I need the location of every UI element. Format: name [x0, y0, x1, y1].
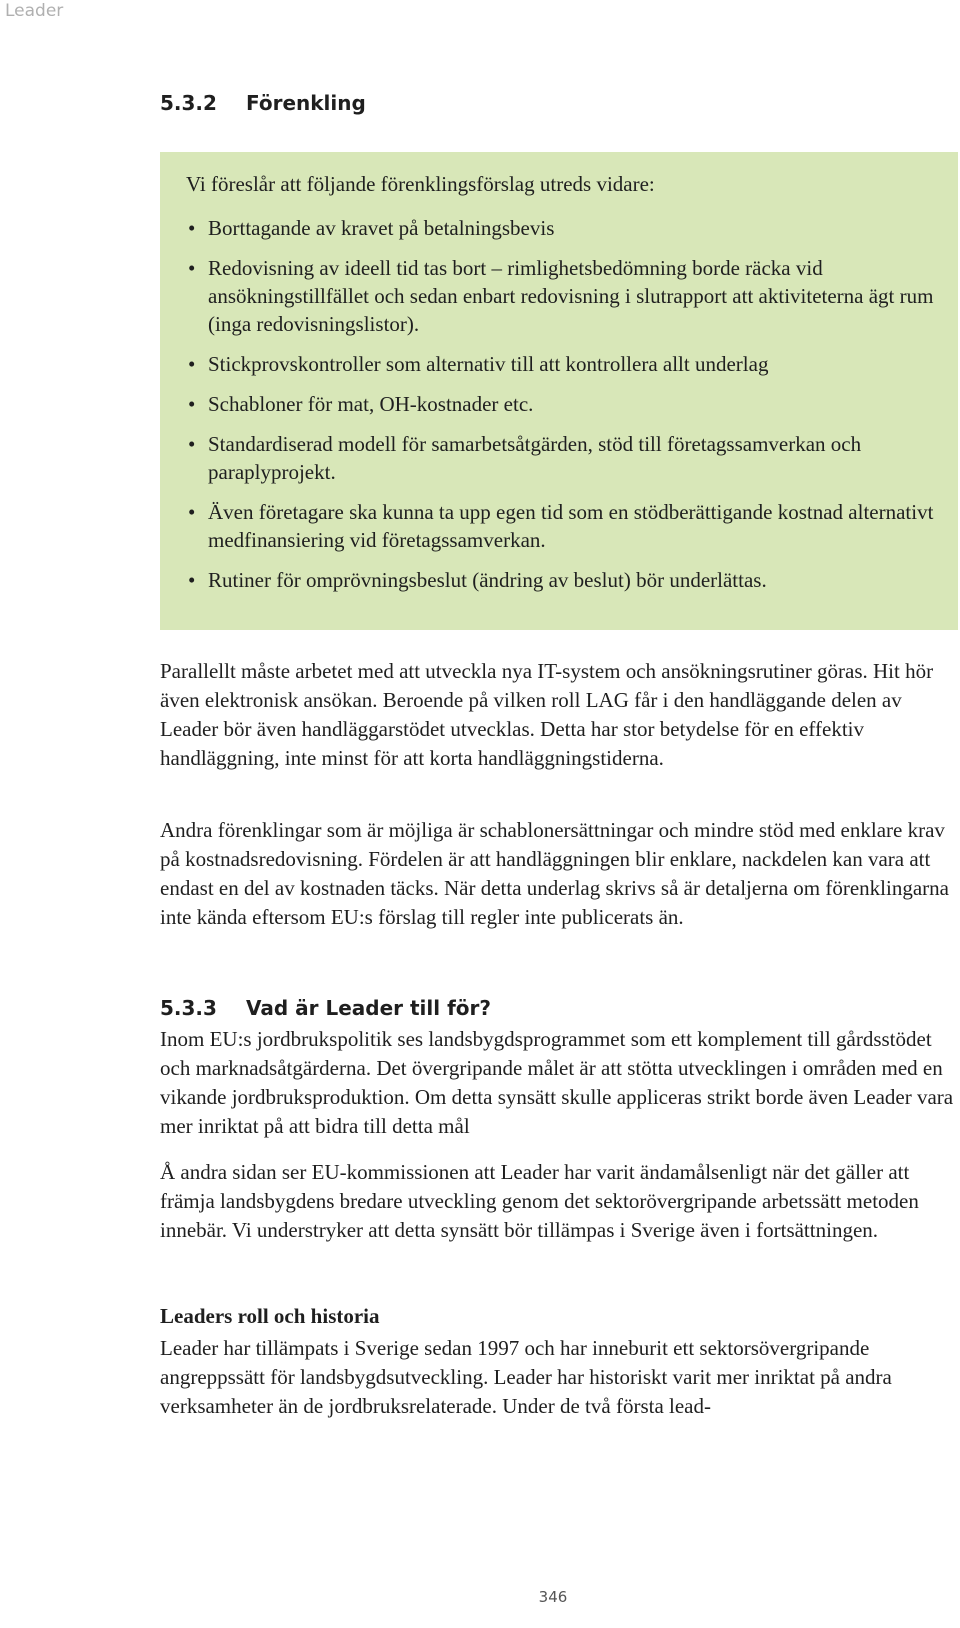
- proposal-list: [186, 214, 938, 594]
- list-item: • Stickprovskontroller som alternativ till att kontrollera allt underlag: [188, 352, 769, 376]
- section-number: 5.3.2: [160, 91, 217, 115]
- list-item: • Även företagare ska kunna ta upp egen tid som en stödberättigande kostnad alternativt medfinansiering vid företagssamverkan.: [188, 500, 934, 552]
- list-item: • Rutiner för omprövningsbeslut (ändring av beslut) bör underlättas.: [188, 568, 767, 592]
- section-number: 5.3.3: [160, 996, 217, 1020]
- bullet-icon: •: [188, 216, 196, 240]
- bullet-icon: •: [188, 392, 196, 416]
- page-number: 346: [538, 1588, 568, 1606]
- running-head: Leader: [5, 1, 64, 21]
- list-item: • Borttagande av kravet på betalningsbevis: [188, 216, 555, 240]
- paragraph-eu-agri-policy: Inom EU:s jordbrukspolitik ses landsbygdsprogrammet som ett komplement till gårdsstödet och marknadsåtgärderna. Det övergripande målet är att stötta utvecklingen i områden med en vikande jordbruksproduktion. Om detta synsätt skulle appliceras strikt borde även Leader vara mer inriktat på att bidra till detta mål: [160, 1027, 954, 1138]
- list-item: • Schabloner för mat, OH-kostnader etc.: [188, 392, 534, 416]
- section-title: Förenkling: [246, 91, 366, 115]
- bullet-icon: •: [188, 352, 196, 376]
- section-heading-5-3-3: [160, 995, 491, 1021]
- paragraph-eu-commission: Å andra sidan ser EU-kommissionen att Leader har varit ändamålsenligt när det gäller att främja landsbygdens bredare utveckling genom det sektorövergripande arbetssätt metoden innebär. Vi understryker att detta synsätt bör tillämpas i Sverige även i fortsättningen.: [160, 1160, 919, 1242]
- bullet-icon: •: [188, 432, 196, 456]
- list-item: • Standardiserad modell för samarbetsåtgärden, stöd till företagssamverkan och paraplyprojekt.: [188, 432, 862, 484]
- paragraph-it-systems: Parallellt måste arbetet med att utveckla nya IT-system och ansökningsrutiner göras. Hit hör även elektronisk ansökan. Beroende på vilken roll LAG får i den handläggande delen av Leader bör även handläggarstödet utvecklas. Detta har stor betydelse för en effektiv handläggning, inte minst för att korta handläggningstiderna.: [160, 659, 934, 770]
- bullet-icon: •: [188, 500, 196, 524]
- bullet-icon: •: [188, 568, 196, 592]
- list-item: • Redovisning av ideell tid tas bort – rimlighetsbedömning borde räcka vid ansökningstillfället och sedan enbart redovisning i slutrapport att aktiviteterna ägt rum (inga redovisningslistor).: [188, 256, 934, 336]
- bullet-icon: •: [188, 256, 196, 280]
- proposal-box: [160, 152, 958, 630]
- subheading-leaders-role: Leaders roll och historia: [160, 1304, 380, 1328]
- section-heading-5-3-2: [160, 90, 366, 116]
- paragraph-other-simplifications: Andra förenklingar som är möjliga är schablonersättningar och mindre stöd med enklare krav på kostnadsredovisning. Fördelen är att handläggningen blir enklare, nackdelen kan vara att endast en del av kostnaden täcks. När detta underlag skrivs så är detaljerna om förenklingarna inte kända eftersom EU:s förslag till regler inte publicerats än.: [160, 818, 949, 929]
- paragraph-leader-history: Leader har tillämpats i Sverige sedan 1997 och har inneburit ett sektorsövergripande angreppssätt för landsbygdsutveckling. Leader har historiskt varit mer inriktat på andra verksamheter än de jordbruksrelaterade. Under de två första lead-: [160, 1336, 892, 1418]
- section-title: Vad är Leader till för?: [246, 996, 491, 1020]
- proposal-intro: Vi föreslår att följande förenklingsförslag utreds vidare:: [186, 172, 655, 196]
